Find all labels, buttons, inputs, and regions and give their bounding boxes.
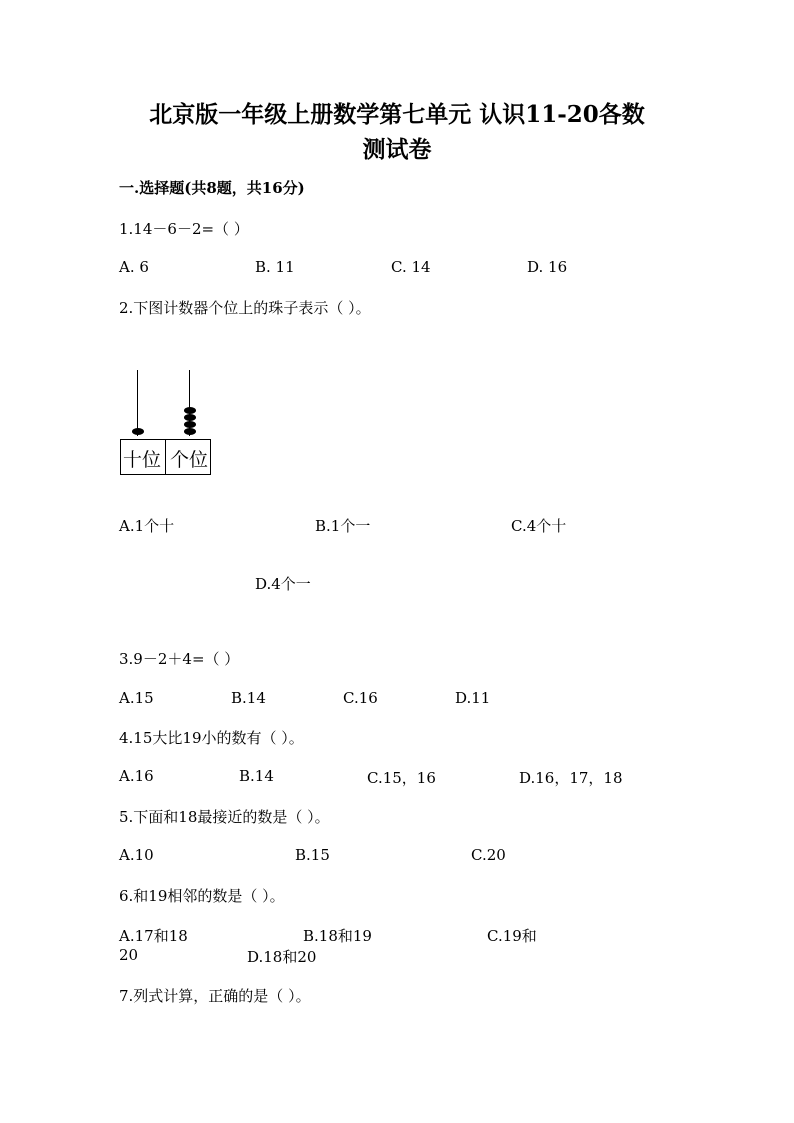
question-5-stem: 5.下面和18最接近的数是（ ）。	[119, 808, 330, 826]
question-3-option-a: A.15	[119, 689, 154, 707]
abacus-ones-bead	[184, 414, 196, 421]
question-2-stem: 2.下图计数器个位上的珠子表示（ ）。	[119, 299, 371, 317]
question-6-option-b: B.18和19	[303, 927, 372, 945]
question-6-option-d: D.18和20	[247, 948, 317, 966]
question-5-option-c: C.20	[471, 846, 506, 864]
page-title-line2: 测试卷	[362, 136, 432, 163]
question-4-option-c: C.15，16	[367, 769, 436, 787]
question-1-stem: 1.14－6－2=（ ）	[119, 220, 249, 238]
question-1-option-d: D. 16	[527, 258, 568, 276]
question-5-option-a: A.10	[119, 846, 154, 864]
page-title: 北京版一年级上册数学第七单元 认识11-20各数	[149, 101, 645, 128]
question-3-stem: 3.9－2＋4=（ ）	[119, 650, 240, 668]
abacus-divider	[165, 439, 166, 475]
abacus-tens-label: 十位	[123, 449, 162, 471]
question-4-option-a: A.16	[119, 767, 154, 785]
question-6-option-a: A.17和18	[119, 927, 188, 945]
question-5-option-b: B.15	[295, 846, 330, 864]
question-4-option-b: B.14	[239, 767, 274, 785]
question-4-option-d: D.16，17，18	[519, 769, 623, 787]
question-3-option-d: D.11	[455, 689, 491, 707]
question-2-option-a: A.1个十	[119, 517, 175, 535]
section-header: 一.选择题(共8题，共16分)	[119, 179, 305, 197]
question-4-stem: 4.15大比19小的数有（ ）。	[119, 729, 304, 747]
abacus-rod-tens	[137, 370, 138, 436]
question-3-option-b: B.14	[231, 689, 266, 707]
abacus-ones-bead	[184, 421, 196, 428]
question-6-option-c: C.19和	[487, 927, 537, 945]
question-1-option-c: C. 14	[391, 258, 431, 276]
question-1-option-b: B. 11	[255, 258, 295, 276]
question-2-option-b: B.1个一	[315, 517, 371, 535]
abacus-ones-bead	[184, 428, 196, 435]
abacus-ones-bead	[184, 407, 196, 414]
question-6-option-c-cont: 20	[119, 946, 139, 964]
question-2-option-c: C.4个十	[511, 517, 567, 535]
question-7-stem: 7.列式计算，正确的是（ ）。	[119, 987, 311, 1005]
question-1-option-a: A. 6	[119, 258, 149, 276]
abacus-ones-label: 个位	[170, 449, 209, 471]
question-3-option-c: C.16	[343, 689, 378, 707]
abacus-tens-bead	[132, 428, 144, 435]
question-6-stem: 6.和19相邻的数是（ ）。	[119, 887, 285, 905]
question-2-option-d: D.4个一	[255, 575, 311, 593]
